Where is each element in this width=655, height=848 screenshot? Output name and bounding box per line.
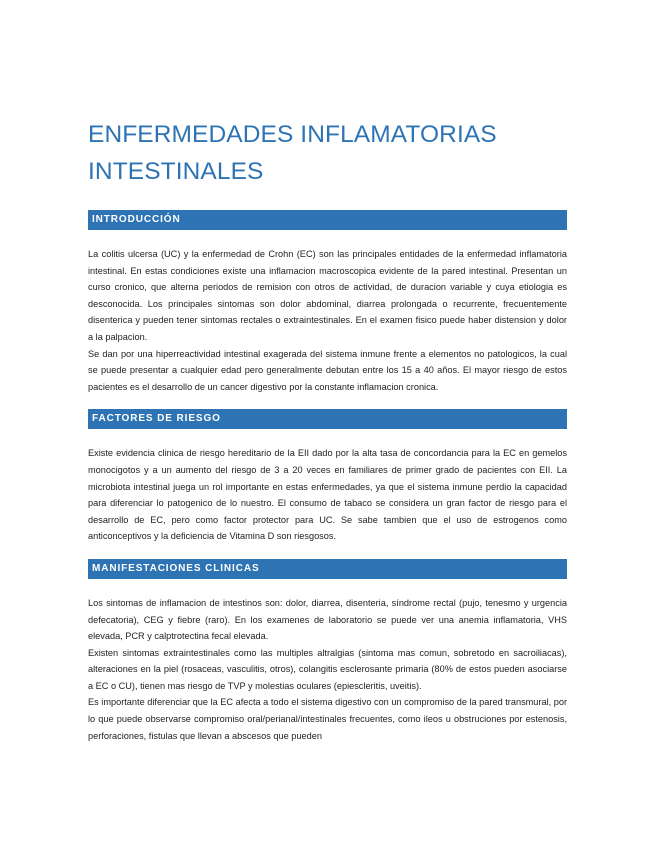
section-body-introduccion: [88, 246, 567, 395]
section-body-factores-de-riesgo: [88, 445, 567, 545]
title-line-2: INTESTINALES: [88, 158, 264, 185]
paragraph: Existen sintomas extraintestinales como las multiples altralgias (sintoma mas comun, sobretodo en sacroiliacas), alteraciones en la piel (rosaceas, vasculitis, otros), colangitis esclerosante primaria (80% de estos pueden asociarse a EC o CU), tienen mas riesgo de TVP y molestias oculares (epiescleritis, uveitis).: [88, 647, 567, 691]
paragraph: Es importante diferenciar que la EC afecta a todo el sistema digestivo con un compromiso de la pared transmural, por lo que puede observarse compromiso oral/perianal/intestinales frecuentes, como ileos u obstruciones por estenosis, perforaciones, fistulas que llevan a abscesos que pueden: [88, 697, 568, 741]
paragraph: Los sintomas de inflamacion de intestinos son: dolor, diarrea, disenteria, síndrome rectal (pujo, tenesmo y urgencia defecatoria), CEG y fiebre (raro). En los examenes de laboratorio se puede ver una anemia inflamatoria, VHS elevada, PCR y calptrotectina fecal elevada.: [88, 597, 567, 642]
section-heading-factores-de-riesgo: FACTORES DE RIESGO: [88, 409, 567, 429]
title-line-1: ENFERMEDADES INFLAMATORIAS: [88, 121, 497, 148]
section-heading-introduccion: INTRODUCCIÓN: [88, 210, 567, 230]
section-body-manifestaciones-clinicas: [88, 595, 567, 744]
document-title: [88, 0, 567, 190]
section-heading-manifestaciones-clinicas: MANIFESTACIONES CLINICAS: [88, 559, 567, 579]
paragraph: Se dan por una hiperreactividad intestinal exagerada del sistema inmune frente a elementos no patologicos, la cual se puede presentar a cualquier edad pero generalmente debutan entre los 15 a 40 años. El mayor riesgo de estos pacientes es el desarrollo de un cancer digestivo por la constante inflamacion cronica.: [88, 348, 567, 392]
paragraph: La colitis ulcersa (UC) y la enfermedad de Crohn (EC) son las principales entidades de la enfermedad inflamatoria intestinal. En estas condiciones existe una inflamacion macroscopica evidente de la pared intestinal. Presentan un curso cronico, que alterna periodos de remision con otros de actividad, de duracion variable y cuya etiologia es desconocida. Los principales sintomas son dolor abdominal, diarrea prolongada o recurrente, frecuentemente disenterica y pueden tener sintomas rectales o extraintestinales. En el examen fisico puede haber distension y dolor a la palpacion.: [88, 249, 567, 342]
paragraph: Existe evidencia clinica de riesgo hereditario de la EII dado por la alta tasa de concordancia para la EC en gemelos monocigotos y a un aumento del riesgo de 3 a 20 veces en familiares de primer grado de pacientes con EII. La microbiota intestinal juega un rol importante en estas enfermedades, ya que el sistema inmune perdio la capacidad para diferenciar lo patogenico de lo nuestro. El consumo de tabaco se considera un gran factor de riesgo para el desarrollo de EC, pero como factor protector para UC. Se sabe tambien que el uso de estrogenos como anticonceptivos y la deficiencia de Vitamina D son riesgosos.: [88, 448, 567, 542]
